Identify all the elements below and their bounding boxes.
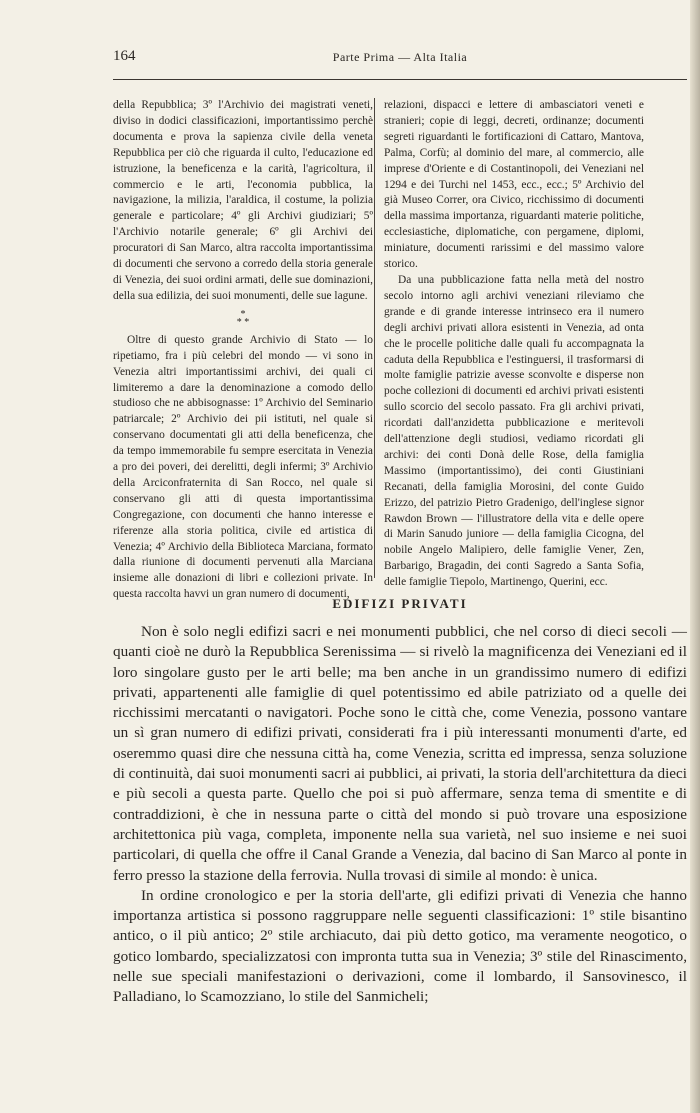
asterism [113, 308, 373, 328]
right-column [384, 98, 644, 591]
section-heading: EDIFIZI PRIVATI [332, 596, 468, 611]
page-edge [690, 0, 700, 1113]
asterism-top: * [240, 308, 246, 320]
left-paragraph-1: della Repubblica; 3º l'Archivio dei magistrati veneti, diviso in dodici classificazioni, importantissimo perchè documenta e prova la sapienza civile della veneta Repubblica per ciò che riguarda il culto, l'educazione ed istruzione, la beneficenza e la carità, l'agricoltura, il commercio e le arti, l'economia pubblica, la navigazione, la milizia, l'araldica, il costume, la polizia generale e particolare; 4º gli Archivi giudiziari; 5º l'Archivio notarile generale; 6º gli Archivi dei procuratori di San Marco, altra raccolta importantissima di documenti che servono a corredo della storia generale di Venezia, dei suoi ordini armati, delle sue dominazioni, della sua edilizia, dei suoi monumenti, delle sue lagune. [113, 99, 373, 302]
asterism-bottom: * * [236, 316, 250, 328]
page-number: 164 [113, 48, 136, 64]
right-paragraph-1: relazioni, dispacci e lettere di ambasciatori veneti e stranieri; copie di leggi, decreti, ordinanze; documenti segreti riguardanti le fortificazioni di Cattaro, Mantova, Palma, Corfù; al dominio del mare, al commercio, alle imprese d'Oriente e di Costantinopoli, dei Veneziani nel 1294 e dei Turchi nel 1453, ecc., ecc.; 5º Archivio del già Museo Correr, ora Civico, ricchissimo di documenti della massima importanza, riguardanti materie politiche, ecclesiastiche, diplomatiche, con pergamene, diplomi, miniature, documenti rarissimi e del massimo valore storico. [384, 99, 644, 271]
column-divider [374, 98, 375, 578]
left-paragraph-2: Oltre di questo grande Archivio di Stato — lo ripetiamo, fra i più celebri del mondo — vi sono in Venezia altri importantissimi archivi, dei quali ci limiteremo a dare la denominazione a comodo dello studioso che ne abbisognasse: 1º Archivio del Seminario patriarcale; 2º Archivio dei pii istituti, nel quale si conservano documentati gli atti della beneficenza, che da tempo immemorabile fu sempre esercitata in Venezia a pro dei poveri, dei derelitti, degli infermi; 3º Archivio della Arciconfraternita di San Rocco, nel quale si conservano gli atti di questa importantissima Congregazione, con documenti che hanno interesse e riferenze alla storia politica, civile ed artistica di Venezia; 4º Archivio della Biblioteca Marciana, formato dalla riunione di documenti pervenuti alla Marciana insieme alle donazioni di libri e collezioni private. In questa raccolta havvi un gran numero di documenti, [113, 333, 373, 601]
running-title: Parte Prima — Alta Italia [332, 50, 468, 64]
header-rule [113, 79, 687, 80]
page-header [113, 48, 687, 70]
right-paragraph-2: Da una pubblicazione fatta nella metà del nostro secolo intorno agli archivi veneziani rileviamo che grande e di grande interesse intrinseco era il numero degli archivi privati allora esistenti in Venezia, ad onta che le procelle politiche dalle quali fu accompagnata la caduta della Repubblica e l'estinguersi, il trasformarsi di molte famiglie patrizie avesse sconvolte e disperse non poche collezioni di documenti ed archivi privati esistenti sullo scorcio del secolo passato. Fra gli archivi privati, ricordati dall'anzidetta pubblicazione e meritevoli dell'attenzione degli studiosi, vediamo ricordati gli archivi: dei conti Donà delle Rose, della famiglia Massimo (importantissimo), dei conti Giustiniani Recanati, della famiglia Morosini, del conte Guido Erizzo, del patrizio Pietro Gradenigo, dell'inglese signor Rawdon Brown — l'illustratore della vita e delle opere di Marin Sanudo juniore — della famiglia Cicogna, del nobile Angelo Malipiero, delle famiglie Vener, Zen, Barbarigo, Bragadin, dei conti Sagredo a Santa Sofia, delle famiglie Tiepolo, Martinengo, Querini, ecc. [384, 273, 644, 589]
left-column [113, 98, 373, 603]
section-paragraph-2: In ordine cronologico e per la storia dell'arte, gli edifizi privati di Venezia che hanno importanza artistica si possono raggruppare nelle seguenti classificazioni: 1º stile bisantino antico, o il più antico; 2º stile archiacuto, dai più detto gotico, ma veramente neogotico, o gotico lombardo, specializzatosi con impronta tutta sua in Venezia; 3º stile del Rinascimento, nelle sue speciali manifestazioni o derivazioni, come il lombardo, il Sansovinesco, il Palladiano, lo Scamozziano, lo stile del Sanmicheli; [113, 886, 687, 1006]
section-body [113, 622, 687, 1008]
section-paragraph-1: Non è solo negli edifizi sacri e nei monumenti pubblici, che nel corso di dieci secoli — quanti cioè ne durò la Repubblica Serenissima — si rivelò la magnificenza dei Veneziani ed il loro singolare gusto per le arti belle; ma ben anche in un grandissimo numero di edifizi privati, appartenenti alle famiglie di quel potentissimo ed abile patriziato od a quelle dei ricchissimi mercatanti o navigatori. Poche sono le città che, come Venezia, possono vantare un sì gran numero di edifizi privati, considerati fra i più interessanti monumenti d'arte, ed oseremmo quasi dire che nessuna città ha, come Venezia, scritta ed impressa, senza soluzione di continuità, dai suoi monumenti sacri ai pubblici, ai privati, la storia dell'architettura da dieci e più secoli a questa parte. Quello che poi si può affermare, senza tema di smentite e di contraddizioni, è che in nessuna parte o città del mondo si può trovare una esposizione architettonica più vaga, completa, imponente nella sua varietà, nel suo insieme e nei suoi particolari, di quella che offre il Canal Grande a Venezia, dal bacino di San Marco al ponte in ferro presso la stazione della ferrovia. Nulla trovasi di simile al mondo: è unica. [113, 623, 687, 884]
